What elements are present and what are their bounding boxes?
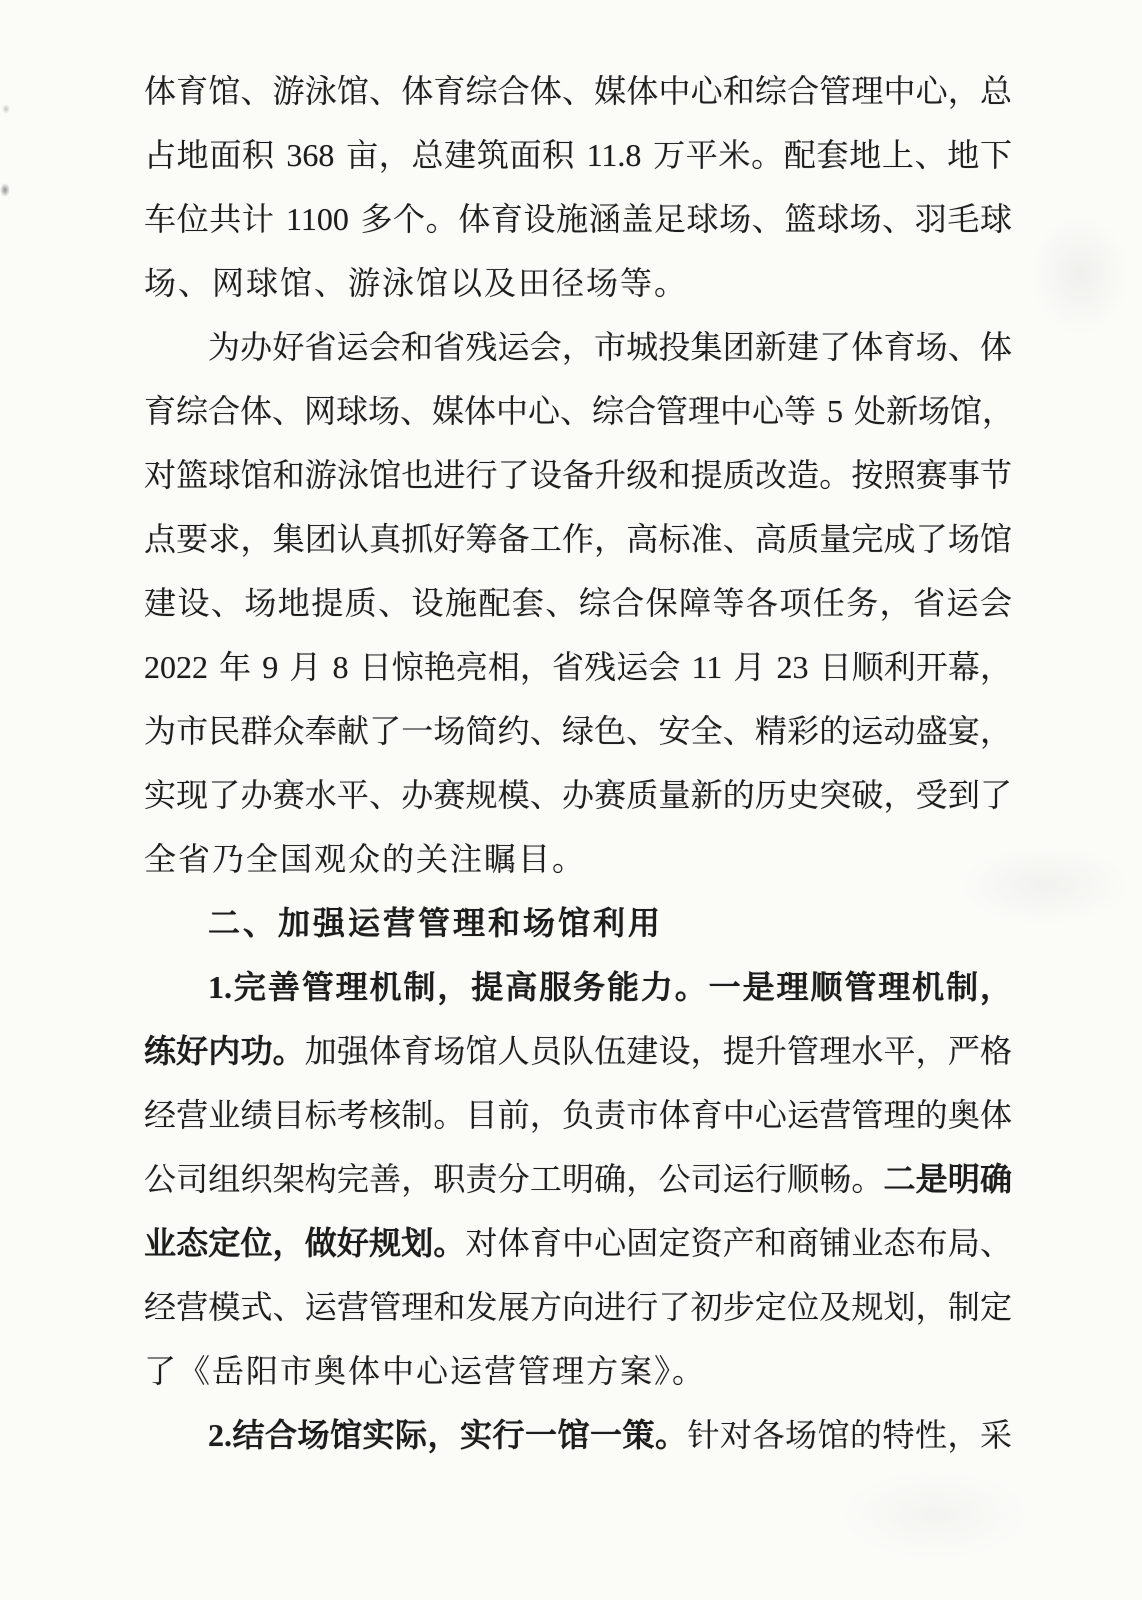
text-run: 实现了办赛水平、办赛规模、办赛质量新的历史突破，受到了 xyxy=(144,777,1012,813)
document-text-block xyxy=(144,59,1015,1467)
body-line xyxy=(144,635,1012,699)
text-run: 对篮球馆和游泳馆也进行了设备升级和提质改造。按照赛事节 xyxy=(144,457,1012,493)
text-run: 2022 年 9 月 8 日惊艳亮相，省残运会 11 月 23 日顺利开幕， xyxy=(144,649,1012,685)
body-line xyxy=(144,251,1012,315)
text-run: 车位共计 1100 多个。体育设施涵盖足球场、篮球场、羽毛球 xyxy=(144,201,1012,237)
body-line xyxy=(144,827,1012,891)
body-line xyxy=(144,1083,1012,1147)
scan-artifact xyxy=(840,1470,1030,1560)
body-line xyxy=(144,507,1012,571)
text-run: 全省乃全国观众的关注瞩目。 xyxy=(144,841,587,877)
text-run: 育综合体、网球场、媒体中心、综合管理中心等 5 处新场馆， xyxy=(144,393,1015,429)
body-line xyxy=(144,1275,1012,1339)
body-line xyxy=(144,315,1012,379)
scan-artifact xyxy=(2,104,10,114)
text-run: 经营业绩目标考核制。目前，负责市体育中心运营管理的奥体 xyxy=(144,1097,1012,1133)
text-run: 体育馆、游泳馆、体育综合体、媒体中心和综合管理中心，总 xyxy=(144,73,1012,109)
emphasis-run: 二是明确 xyxy=(883,1161,1012,1197)
body-line xyxy=(144,379,1015,443)
text-run: 为市民群众奉献了一场简约、绿色、安全、精彩的运动盛宴， xyxy=(144,713,1012,749)
body-line xyxy=(144,1211,1012,1275)
heading-text: 二、加强运营管理和场馆利用 xyxy=(208,905,664,941)
emphasis-run: 1.完善管理机制，提高服务能力。一是理顺管理机制， xyxy=(208,969,1012,1005)
text-run: 对体育中心固定资产和商铺业态布局、 xyxy=(465,1225,1012,1261)
section-heading xyxy=(144,891,1012,955)
body-line xyxy=(144,443,1012,507)
scan-artifact xyxy=(1030,215,1130,335)
body-line xyxy=(144,699,1012,763)
text-run: 场、网球馆、游泳馆以及田径场等。 xyxy=(144,265,689,301)
body-line xyxy=(144,1339,1012,1403)
emphasis-run: 业态定位，做好规划。 xyxy=(144,1225,466,1261)
body-line xyxy=(144,123,1012,187)
scan-artifact xyxy=(0,183,10,197)
text-run: 加强体育场馆人员队伍建设，提升管理水平，严格 xyxy=(304,1033,1012,1069)
body-line xyxy=(144,571,1012,635)
text-run: 了《岳阳市奥体中心运营管理方案》。 xyxy=(144,1353,707,1389)
text-run: 占地面积 368 亩，总建筑面积 11.8 万平米。配套地上、地下 xyxy=(144,137,1012,173)
body-line xyxy=(144,1403,1012,1467)
body-line xyxy=(144,1019,1012,1083)
text-run: 公司组织架构完善，职责分工明确，公司运行顺畅。 xyxy=(144,1161,884,1197)
body-line xyxy=(144,955,1012,1019)
body-line xyxy=(144,187,1012,251)
text-run: 为办好省运会和省残运会，市城投集团新建了体育场、体 xyxy=(208,329,1012,365)
body-line xyxy=(144,1147,1012,1211)
emphasis-run: 2.结合场馆实际，实行一馆一策。 xyxy=(208,1417,688,1453)
text-run: 经营模式、运营管理和发展方向进行了初步定位及规划，制定 xyxy=(144,1289,1012,1325)
emphasis-run: 练好内功。 xyxy=(144,1033,305,1069)
text-run: 针对各场馆的特性，采 xyxy=(687,1417,1012,1453)
text-run: 建设、场地提质、设施配套、综合保障等各项任务，省运会 xyxy=(144,585,1012,621)
text-run: 点要求，集团认真抓好筹备工作，高标准、高质量完成了场馆 xyxy=(144,521,1012,557)
body-line xyxy=(144,763,1012,827)
body-line xyxy=(144,59,1012,123)
